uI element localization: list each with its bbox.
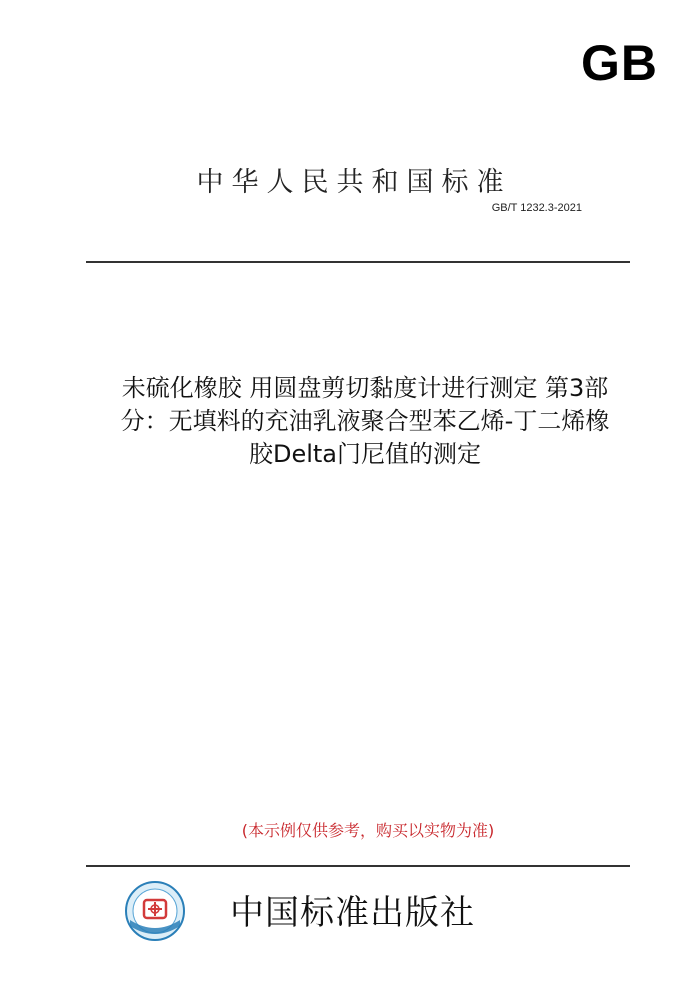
title-line-2: 分：无填料的充油乳液聚合型苯乙烯-丁二烯橡: [120, 407, 610, 435]
publisher-name: 中国标准出版社: [230, 893, 475, 933]
publisher-seal-icon: [124, 880, 186, 942]
title-line-1: 未硫化橡胶 用圆盘剪切黏度计进行测定 第3部: [121, 374, 609, 402]
document-title: [55, 372, 675, 471]
bottom-divider: [86, 865, 630, 867]
national-standard-heading: 中华人民共和国标准: [196, 167, 512, 198]
sample-notice: (本示例仅供参考，购买以实物为准): [241, 821, 495, 840]
title-line-3: 胶Delta门尼值的测定: [248, 440, 482, 468]
gb-logo: GB: [581, 35, 658, 91]
standard-number: GB/T 1232.3-2021: [491, 202, 582, 214]
top-divider: [86, 261, 630, 263]
